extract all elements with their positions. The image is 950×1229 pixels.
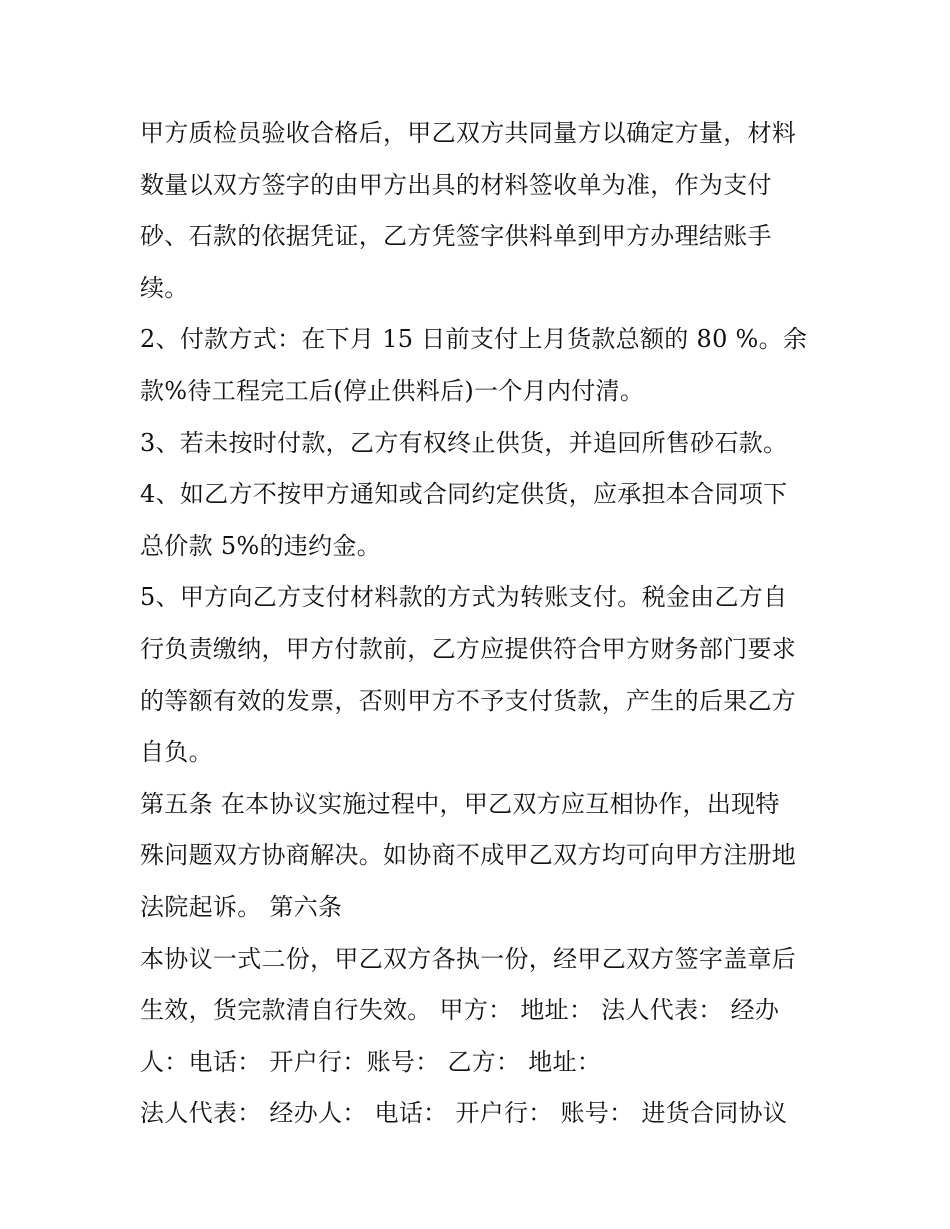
text-line: 法院起诉。 第六条 [140, 892, 343, 921]
text-line: 第五条 在本协议实施过程中，甲乙双方应互相协作，出现特 [140, 789, 780, 818]
text-line: 的等额有效的发票，否则甲方不予支付货款，产生的后果乙方 [140, 686, 797, 715]
text-line: 总价款 5%的违约金。 [140, 531, 382, 560]
text-line: 法人代表： 经办人： 电话： 开户行： 账号： 进货合同协议 [140, 1099, 788, 1128]
text-line: 殊问题双方协商解决。如协商不成甲乙双方均可向甲方注册地 [140, 841, 797, 870]
text-line: 本协议一式二份，甲乙双方各执一份，经甲乙双方签字盖章后 [140, 944, 797, 973]
text-line: 5、甲方向乙方支付材料款的方式为转账支付。税金由乙方自 [140, 583, 788, 612]
text-line: 续。 [140, 273, 189, 302]
text-line: 生效，货完款清自行失效。 甲方： 地址： 法人代表： 经办 [140, 996, 780, 1025]
text-line: 甲方质检员验收合格后，甲乙双方共同量方以确定方量，材料 [140, 119, 797, 147]
text-line: 2、付款方式：在下月 15 日前支付上月货款总额的 80 %。余 [140, 325, 808, 354]
text-line: 4、如乙方不按甲方通知或合同约定供货，应承担本合同项下 [140, 480, 788, 509]
text-line: 人：电话： 开户行：账号： 乙方： 地址： [140, 1047, 602, 1076]
text-line: 自负。 [140, 738, 213, 767]
text-line: 款%待工程完工后(停止供料后)一个月内付清。 [140, 376, 645, 405]
text-line: 砂、石款的依据凭证，乙方凭签字供料单到甲方办理结账手 [140, 222, 772, 251]
text-line: 行负责缴纳，甲方付款前，乙方应提供符合甲方财务部门要求 [140, 634, 797, 663]
text-line: 3、若未按时付款，乙方有权终止供货，并追回所售砂石款。 [140, 428, 788, 457]
text-line: 数量以双方签字的由甲方出具的材料签收单为准，作为支付 [140, 170, 772, 199]
contract-body-text [140, 108, 830, 1140]
